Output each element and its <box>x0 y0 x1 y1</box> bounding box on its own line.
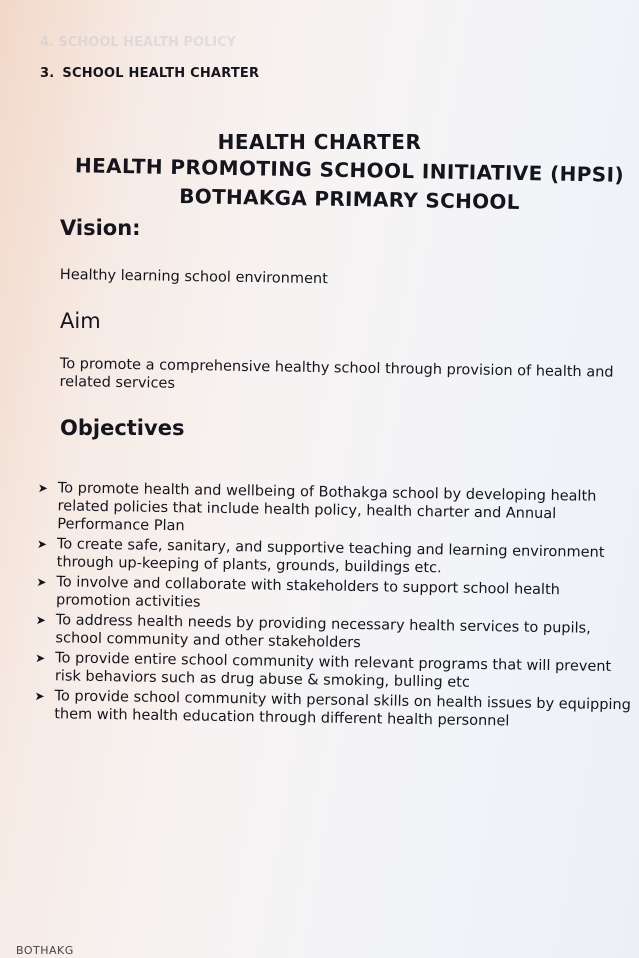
objectives-list <box>34 479 638 734</box>
section-title: SCHOOL HEALTH CHARTER <box>62 66 260 81</box>
arrow-bullet-icon: ➤ <box>34 688 45 704</box>
objective-item: ➤ To involve and collaborate with stakeholders to support school health promotion activities <box>36 574 561 611</box>
section-number: 3. <box>40 66 55 81</box>
aim-heading: Aim <box>60 309 101 333</box>
objective-item: ➤ To provide school community with personal skills on health issues by equipping them with health education through different health personnel <box>34 688 632 730</box>
arrow-bullet-icon: ➤ <box>35 612 46 628</box>
arrow-bullet-icon: ➤ <box>35 650 46 666</box>
school-name: BOTHAKGA PRIMARY SCHOOL <box>179 184 520 214</box>
initiative-title: HEALTH PROMOTING SCHOOL INITIATIVE (HPSI) <box>74 153 625 187</box>
arrow-bullet-icon: ➤ <box>36 574 47 590</box>
vision-text: Healthy learning school environment <box>59 266 328 288</box>
aim-text: To promote a comprehensive healthy school through provision of health and related services <box>59 355 614 392</box>
objective-item: ➤ To provide entire school community with relevant programs that will prevent risk behaviors such as drug abuse & smoking, bulling etc <box>35 650 612 691</box>
charter-title: HEALTH CHARTER <box>217 130 422 154</box>
vision-heading: Vision: <box>60 216 141 240</box>
arrow-bullet-icon: ➤ <box>37 480 49 496</box>
objective-item: ➤ To create safe, sanitary, and supportive teaching and learning environment through up-keeping of plants, grounds, buildings etc. <box>36 536 605 577</box>
section-heading <box>40 66 259 81</box>
objective-item: ➤ To address health needs by providing necessary health services to pupils, school community and other stakeholders <box>35 612 591 652</box>
objectives-heading: Objectives <box>60 416 185 440</box>
objective-item: ➤ To promote health and wellbeing of Bothakga school by developing health related policies that include health policy, health charter and Annual Performance Plan <box>37 480 597 535</box>
arrow-bullet-icon: ➤ <box>36 536 48 552</box>
show-through-text: 4. SCHOOL HEALTH POLICY <box>40 35 237 50</box>
footer-text: BOTHAKG <box>16 944 74 957</box>
